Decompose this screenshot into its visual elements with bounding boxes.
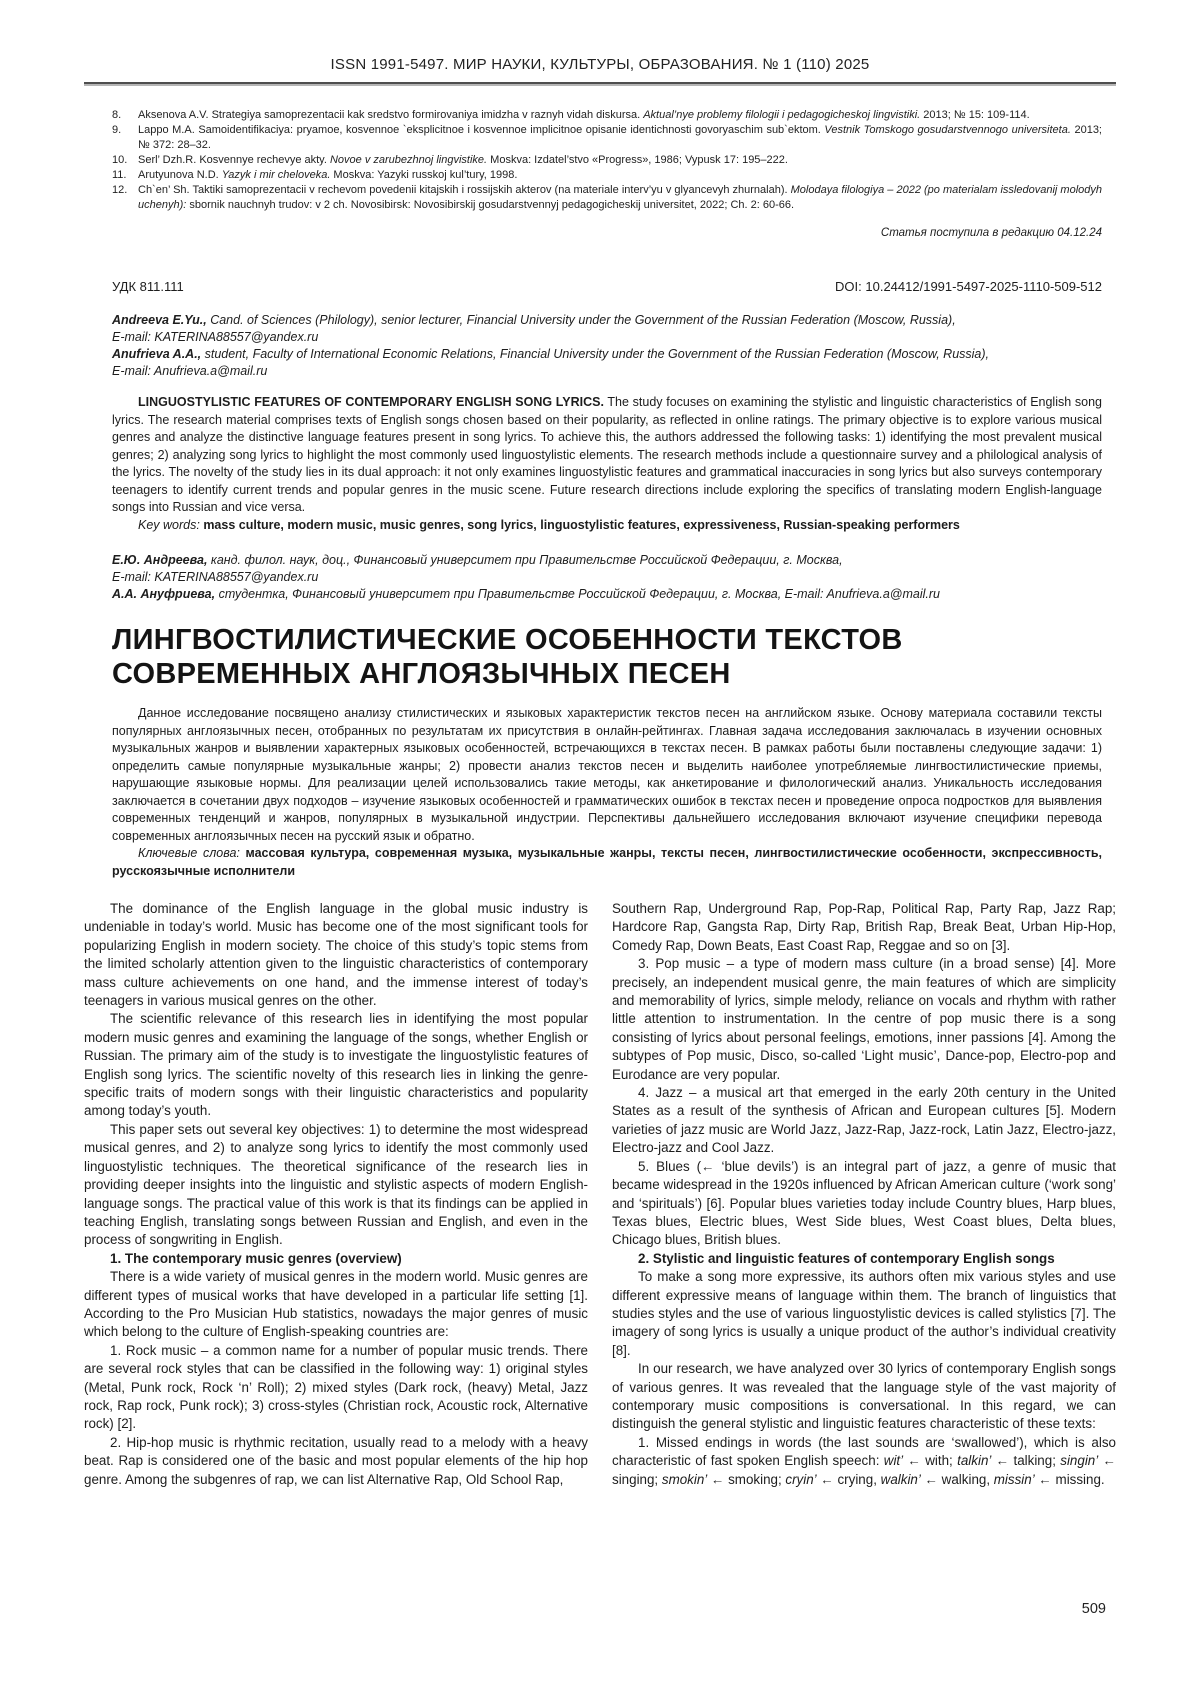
author-line xyxy=(112,586,1102,603)
body-paragraph xyxy=(84,1434,588,1489)
author-affiliation: student, Faculty of International Economic Relations, Financial University under the Government of the Russian Federation (Moscow, Russia), xyxy=(201,347,990,361)
author-name: Е.Ю. Андреева, xyxy=(112,553,208,567)
text-segment: To make a song more expressive, its authors often mix various styles and use different expressive means of language within them. The branch of linguistics that studies styles and the use of various linguostylistic devices is called stylistics [7]. The imagery of song lyrics is usually a unique product of the author’s individual creativity [8]. xyxy=(612,1269,1116,1358)
text-segment: In our research, we have analyzed over 30 lyrics of contemporary English songs of various genres. It was revealed that the language style of the vast majority of contemporary music compositions is conversational. In this regard, we can distinguish the general stylistic and linguistic features characteristic of these texts: xyxy=(612,1361,1116,1432)
keywords-ru xyxy=(112,845,1102,880)
text-segment: wit’ xyxy=(883,1453,904,1469)
reference-item xyxy=(112,168,1102,183)
text-segment: 5. Blues (← ‘blue devils’) is an integral part of jazz, a genre of music that became widespread in the 1920s influenced by African American culture (‘work song’ and ‘spirituals’) [6]. Popular blues varieties today include Country blues, Harp blues, Texas blues, Electric blues, West Side blues, West Coast blues, Delta blues, Chicago blues, British blues. xyxy=(612,1158,1116,1248)
text-segment: Molodaya filologiya – 2022 (po materialam issledovanij molodyh uchenyh): xyxy=(138,184,1102,211)
text-segment: 1. Missed endings in words (the last sounds are ‘swallowed’), which is also characteristic of fast spoken English speech: xyxy=(612,1434,1116,1469)
text-segment: Ch`en’ Sh. Taktiki samoprezentacii v rechevom povedenii kitajskih i rossijskih akterov (na materiale interv’yu v glyancevyh zhurnalah). xyxy=(138,184,791,196)
author-email: E-mail: KATERINA88557@yandex.ru xyxy=(112,570,319,584)
body-paragraph xyxy=(612,955,1116,1084)
text-segment: 2013; № 372: 28–32. xyxy=(138,124,1102,151)
text-segment: 2. Stylistic and linguistic features of contemporary English songs xyxy=(638,1250,1055,1266)
text-segment: 1. The contemporary music genres (overview) xyxy=(110,1250,402,1266)
text-segment: ← singing; xyxy=(612,1453,1116,1487)
article-title-line1: ЛИНГВОСТИЛИСТИЧЕСКИЕ ОСОБЕННОСТИ ТЕКСТОВ xyxy=(112,624,903,656)
text-segment: Yazyk i mir cheloveka. xyxy=(221,169,331,181)
text-segment: 1. Rock music – a common name for a number of popular music trends. There are several rock styles that can be classified in the following way: 1) original styles (Metal, Punk rock, Rock ‘n’ Roll); 2) mixed styles (Dark rock, (heavy) Metal, Jazz rock, Rap rock, Punk rock); 3) cross-styles (Christian rock, Acoustic rock, Alternative rock) [2]. xyxy=(84,1342,588,1432)
author-name: Anufrieva A.A., xyxy=(112,347,202,361)
text-segment: ← crying, xyxy=(816,1471,881,1487)
text-segment: There is a wide variety of musical genres in the modern world. Music genres are different types of musical works that have developed in a particular life setting [1]. According to the Pro Musician Hub statistics, nowadays the major genres of music which belong to the culture of English-speaking countries are: xyxy=(84,1269,588,1340)
text-segment: The dominance of the English language in the global music industry is undeniable in today’s world. Music has become one of the most significant tools for popularizing English in modern society. The choice of this study’s topic stems from the limited scholarly attention given to the linguistic characteristics of contemporary mass culture achievements on one hand, and the immense interest of today’s teenagers in various musical genres on the other. xyxy=(84,901,588,1009)
text-segment: Vestnik Tomskogo gosudarstvennogo universiteta. xyxy=(824,124,1071,136)
body-paragraph xyxy=(612,1158,1116,1250)
reference-item xyxy=(112,153,1102,168)
journal-header: ISSN 1991-5497. МИР НАУКИ, КУЛЬТУРЫ, ОБРАЗОВАНИЯ. № 1 (110) 2025 xyxy=(330,56,870,73)
text-segment: walkin’ xyxy=(880,1471,921,1487)
meta-row xyxy=(112,279,1102,294)
text-segment: 2013; № 15: 109-114. xyxy=(920,109,1030,121)
text-segment: 3. Pop music – a type of modern mass culture (in a broad sense) [4]. More precisely, an independent musical genre, the main features of which are simplicity and memorability of lyrics, simple melody, reliance on vocals and rhythm with rather little attention to instrumentation. In the centre of pop music there is a song consisting of lyrics about personal feelings, emotions, inner passions [4]. Among the subtypes of Pop music, Disco, so-called ‘Light music’, Dance-pop, Electro-pop and Eurodance are very popular. xyxy=(612,956,1116,1082)
text-segment: Novoe v zarubezhnoj lingvistike. xyxy=(329,154,488,166)
author-affiliation: студентка, Финансовый университет при Правительстве Российской Федерации, г. Москва, E-mail: Anufrieva.a@mail.ru xyxy=(215,587,940,601)
text-segment: smokin’ xyxy=(661,1471,708,1487)
body-paragraph xyxy=(612,1360,1116,1434)
reference-number: 11. xyxy=(112,169,127,181)
author-email: E-mail: Anufrieva.a@mail.ru xyxy=(112,364,268,378)
text-segment: Aktual’nye problemy filologii i pedagogicheskoj lingvistiki. xyxy=(643,109,921,121)
text-segment: Moskva: Yazyki russkoj kul’tury, 1998. xyxy=(330,169,518,181)
body-paragraph xyxy=(612,1434,1116,1489)
text-segment: This paper sets out several key objectives: 1) to determine the most widespread musical genres, and 2) to analyze song lyrics to identify the most commonly used linguostylistic techniques. The theoretical significance of the research lies in providing deeper insights into the linguistic and stylistic aspects of modern English-language songs. The practical value of this work is that its findings can be applied in teaching English, translating songs between Russian and English, and even in the process of songwriting in English. xyxy=(84,1121,588,1248)
body-column-left xyxy=(84,900,588,1489)
text-segment: Southern Rap, Underground Rap, Pop-Rap, Political Rap, Party Rap, Jazz Rap; Hardcore Rap, Gangsta Rap, Dirty Rap, British Rap, Break Beat, Urban Hip-Hop, Comedy Rap, Down Beats, East Coast Rap, Reggae and so on [3]. xyxy=(612,901,1116,953)
article-title xyxy=(112,623,1102,691)
reference-number: 9. xyxy=(112,124,122,136)
body-paragraph xyxy=(84,1268,588,1342)
reference-number: 10. xyxy=(112,154,128,166)
keywords-en-value: mass culture, modern music, music genres, song lyrics, linguostylistic features, expressiveness, Russian-speaking performers xyxy=(203,517,960,532)
text-segment: 2. Hip-hop music is rhythmic recitation, usually read to a melody with a heavy beat. Rap is considered one of the basic and most popular elements of the hip hop genre. Among the subgenres of rap, we can list Alternative Rap, Old School Rap, xyxy=(84,1434,588,1487)
body-paragraph xyxy=(84,1342,588,1434)
doi-code: DOI: 10.24412/1991-5497-2025-1110-509-512 xyxy=(835,279,1102,294)
text-segment: ← missing. xyxy=(1034,1471,1105,1487)
author-affiliation: канд. филол. наук, доц., Финансовый университет при Правительстве Российской Федерации, г. Москва, xyxy=(207,553,843,567)
text-segment: Aksenova A.V. Strategiya samoprezentacii kak sredstvo formirovaniya imidzha v raznyh vidah diskursa. xyxy=(138,109,644,121)
body-column-right xyxy=(612,900,1116,1489)
keywords-en-label: Key words: xyxy=(138,517,204,532)
keywords-en xyxy=(112,517,1102,535)
author-name: Andreeva E.Yu., xyxy=(112,313,207,327)
text-segment: ← walking, xyxy=(920,1471,994,1487)
references-list xyxy=(112,108,1102,213)
reference-number: 8. xyxy=(112,109,122,121)
abstract-en xyxy=(112,394,1102,517)
body-paragraph xyxy=(84,1010,588,1120)
abstract-en-text: The study focuses on examining the stylistic and linguistic characteristics of English song lyrics. The research material comprises texts of English songs chosen based on their popularity, as reflected in online ratings. The primary objective is to explore various musical genres and analyze the distinctive language features present in song lyrics. To achieve this, the authors addressed the following tasks: 1) identifying the most prevalent musical genres; 2) analyzing song lyrics to highlight the most commonly used linguostylistic elements. The research methods include a questionnaire survey and a philological analysis of the lyrics. The novelty of the study lies in its dual approach: it not only examines linguostylistic features and grammatical inaccuracies in song lyrics but also surveys contemporary teenagers to identify current trends and popular genres in the music scene. Future research directions include exploring the specifics of translating modern English-language songs into Russian and vice versa. xyxy=(112,395,1102,514)
reference-item xyxy=(112,183,1102,213)
body-columns xyxy=(84,900,1116,1489)
text-segment: The scientific relevance of this research lies in identifying the most popular modern music genres and examining the language of the songs, whether English or Russian. The primary aim of the study is to investigate the linguostylistic features of English song lyrics. The scientific novelty of this research lies in linking the genre-specific traits of modern songs with their linguistic characteristics and popularity among today’s youth. xyxy=(84,1011,588,1119)
body-paragraph xyxy=(612,1268,1116,1360)
body-paragraph xyxy=(612,900,1116,955)
authors-block-en xyxy=(112,312,1102,380)
page-number: 509 xyxy=(1081,1601,1106,1617)
text-segment: Moskva: Izdatel’stvo «Progress», 1986; Vypusk 17: 195–222. xyxy=(487,154,788,166)
text-segment: Serl’ Dzh.R. Kosvennye rechevye akty. xyxy=(138,154,330,166)
keywords-ru-value: массовая культура, современная музыка, музыкальные жанры, тексты песен, лингвостилистические особенности, экспрессивность, русскоязычные исполнители xyxy=(112,846,1102,878)
author-email: E-mail: KATERINA88557@yandex.ru xyxy=(112,330,319,344)
reference-item xyxy=(112,123,1102,153)
received-date-line: Статья поступила в редакцию 04.12.24 xyxy=(880,227,1102,239)
text-segment: Arutyunova N.D. xyxy=(138,169,222,181)
text-segment: talkin’ xyxy=(957,1453,992,1469)
text-segment: Lappo M.A. Samoidentifikaciya: pryamoe, kosvennoe `eksplicitnoe i kosvennoe implicitnoe opisanie identichnosti govoryaschim sub`ektom. xyxy=(138,124,825,136)
text-segment: singin’ xyxy=(1060,1453,1099,1469)
abstract-en-title: LINGUOSTYLISTIC FEATURES OF CONTEMPORARY ENGLISH SONG LYRICS. xyxy=(138,395,604,409)
body-paragraph xyxy=(84,1121,588,1250)
article-title-line2: СОВРЕМЕННЫХ АНГЛОЯЗЫЧНЫХ ПЕСЕН xyxy=(112,658,731,690)
header-rule xyxy=(84,82,1116,86)
body-paragraph xyxy=(84,900,588,1010)
author-affiliation: Cand. of Sciences (Philology), senior lecturer, Financial University under the Government of the Russian Federation (Moscow, Russia), xyxy=(206,313,956,327)
section-heading xyxy=(612,1250,1116,1268)
reference-item xyxy=(112,108,1102,123)
text-segment: ← talking; xyxy=(991,1453,1061,1469)
text-segment: ← smoking; xyxy=(707,1471,786,1487)
udc-code: УДК 811.111 xyxy=(112,279,184,294)
author-line xyxy=(112,312,1102,329)
text-segment: missin’ xyxy=(993,1471,1035,1487)
text-segment: sbornik nauchnyh trudov: v 2 ch. Novosibirsk: Novosibirskij gosudarstvennyj pedagogicheskij universitet, 2022; Ch. 2: 60-66. xyxy=(186,199,795,211)
section-heading xyxy=(84,1250,588,1268)
text-segment: cryin’ xyxy=(785,1471,817,1487)
author-line xyxy=(112,346,1102,363)
author-line xyxy=(112,552,1102,569)
keywords-ru-label: Ключевые слова: xyxy=(138,846,246,860)
text-segment: 4. Jazz – a musical art that emerged in the early 20th century in the United States as a result of the synthesis of African and European cultures [5]. Modern varieties of jazz music are World Jazz, Jazz-Rap, Jazz-rock, Latin Jazz, Electro-jazz, Electro-jazz and Cool Jazz. xyxy=(612,1085,1116,1156)
reference-number: 12. xyxy=(112,184,128,196)
authors-block-ru xyxy=(112,552,1102,603)
text-segment: ← with; xyxy=(903,1453,958,1469)
abstract-ru: Данное исследование посвящено анализу стилистических и языковых характеристик текстов песен на английском языке. Основу материала составили тексты популярных англоязычных песен, отобранных по результатам их присутствия в онлайн-рейтингах. Главная задача исследования заключалась в изучении основных музыкальных жанров и выявлении характерных языковых особенностей, встречающихся в текстах песен. В рамках работы были поставлены следующие задачи: 1) определить самые популярные музыкальные жанры; 2) провести анализ текстов песен и выделить наиболее употребляемые лингвостилистические приемы, нарушающие языковые нормы. Для реализации целей использовались такие методы, как анкетирование и филологический анализ. Уникальность исследования заключается в сочетании двух подходов – изучение языковых особенностей и грамматических ошибок в текстах песен и проведение опроса подростков для выявления современных тенденций и жанров, популярных в музыкальной индустрии. Перспективы дальнейшего исследования включают изучение специфики перевода современных англоязычных песен на русский язык и обратно. xyxy=(112,706,1102,843)
author-name: А.А. Ануфриева, xyxy=(112,587,216,601)
body-paragraph xyxy=(612,1084,1116,1158)
